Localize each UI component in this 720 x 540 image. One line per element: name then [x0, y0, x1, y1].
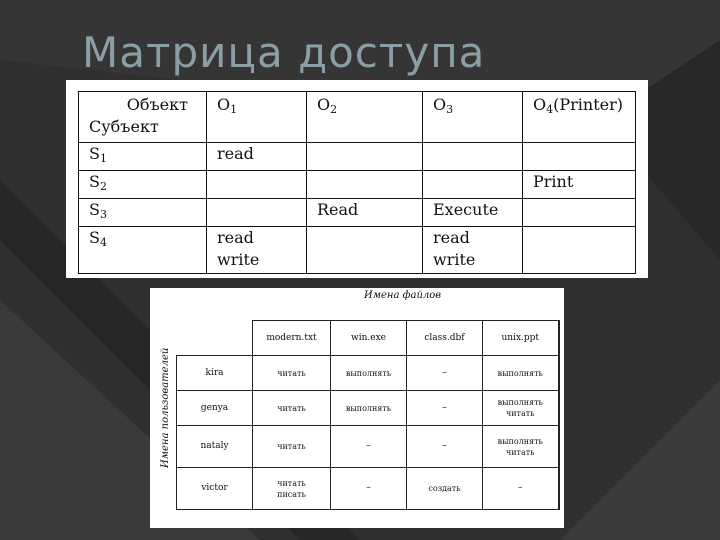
- permission-cell: [423, 143, 523, 171]
- object-header: $O_1$: [207, 92, 307, 143]
- table-row: [79, 143, 636, 171]
- permission-cell: read write: [423, 227, 523, 274]
- user-cell: nataly: [177, 426, 253, 468]
- permission-cell: читать: [253, 391, 331, 426]
- permission-cell: Execute: [423, 199, 523, 227]
- permission-cell: –: [407, 391, 483, 426]
- object-header: $O_3$: [423, 92, 523, 143]
- file-header: modern.txt: [253, 321, 331, 356]
- permission-cell: [207, 171, 307, 199]
- permission-cell: [523, 227, 636, 274]
- permission-cell: [307, 171, 423, 199]
- permission-cell: Read: [307, 199, 423, 227]
- permission-cell: –: [331, 426, 407, 468]
- slide-title: Матрица доступа: [82, 28, 486, 77]
- users-caption: Имена пользователей: [160, 347, 171, 468]
- subject-cell: $S_3$: [79, 199, 207, 227]
- table-row: [177, 468, 559, 510]
- permission-cell: читать: [253, 356, 331, 391]
- table-row: [79, 171, 636, 199]
- subject-cell: $S_4$: [79, 227, 207, 274]
- table-header-row: [79, 92, 636, 143]
- corner-object-label: Объект: [126, 95, 188, 114]
- permission-cell: [307, 227, 423, 274]
- permission-cell: [523, 143, 636, 171]
- permission-cell: read: [207, 143, 307, 171]
- subject-cell: $S_2$: [79, 171, 207, 199]
- table-row: [79, 199, 636, 227]
- permission-cell: выполнять читать: [483, 426, 559, 468]
- permission-cell: –: [407, 356, 483, 391]
- access-matrix-image-1: [66, 80, 648, 278]
- table-row: [177, 426, 559, 468]
- files-caption: Имена файлов: [364, 290, 442, 301]
- permission-cell: Print: [523, 171, 636, 199]
- user-cell: kira: [177, 356, 253, 391]
- permission-cell: читать писать: [253, 468, 331, 510]
- table-row: [177, 391, 559, 426]
- permission-cell: [423, 171, 523, 199]
- user-cell: genya: [177, 391, 253, 426]
- permission-cell: read write: [207, 227, 307, 274]
- permission-cell: выполнять: [483, 356, 559, 391]
- permission-cell: выполнять: [331, 356, 407, 391]
- corner-cell: [79, 92, 207, 143]
- subject-cell: $S_1$: [79, 143, 207, 171]
- user-cell: victor: [177, 468, 253, 510]
- permission-cell: читать: [253, 426, 331, 468]
- object-header: $O_2$: [307, 92, 423, 143]
- permission-cell: выполнять: [331, 391, 407, 426]
- permission-cell: –: [407, 426, 483, 468]
- table-row: [177, 356, 559, 391]
- permission-cell: создать: [407, 468, 483, 510]
- file-header: unix.ppt: [483, 321, 559, 356]
- file-header: class.dbf: [407, 321, 483, 356]
- permission-cell: –: [331, 468, 407, 510]
- access-matrix-image-2: [150, 288, 564, 528]
- corner-subject-label: Субъект: [89, 117, 159, 136]
- table-row: [79, 227, 636, 274]
- permission-cell: выполнять читать: [483, 391, 559, 426]
- permission-cell: [207, 199, 307, 227]
- access-matrix-table-2: [176, 320, 560, 510]
- object-header: $O_4(Printer)$: [523, 92, 636, 143]
- access-matrix-table-1: [78, 91, 636, 274]
- table-header-row: [177, 321, 559, 356]
- permission-cell: [307, 143, 423, 171]
- file-header: win.exe: [331, 321, 407, 356]
- permission-cell: [523, 199, 636, 227]
- permission-cell: –: [483, 468, 559, 510]
